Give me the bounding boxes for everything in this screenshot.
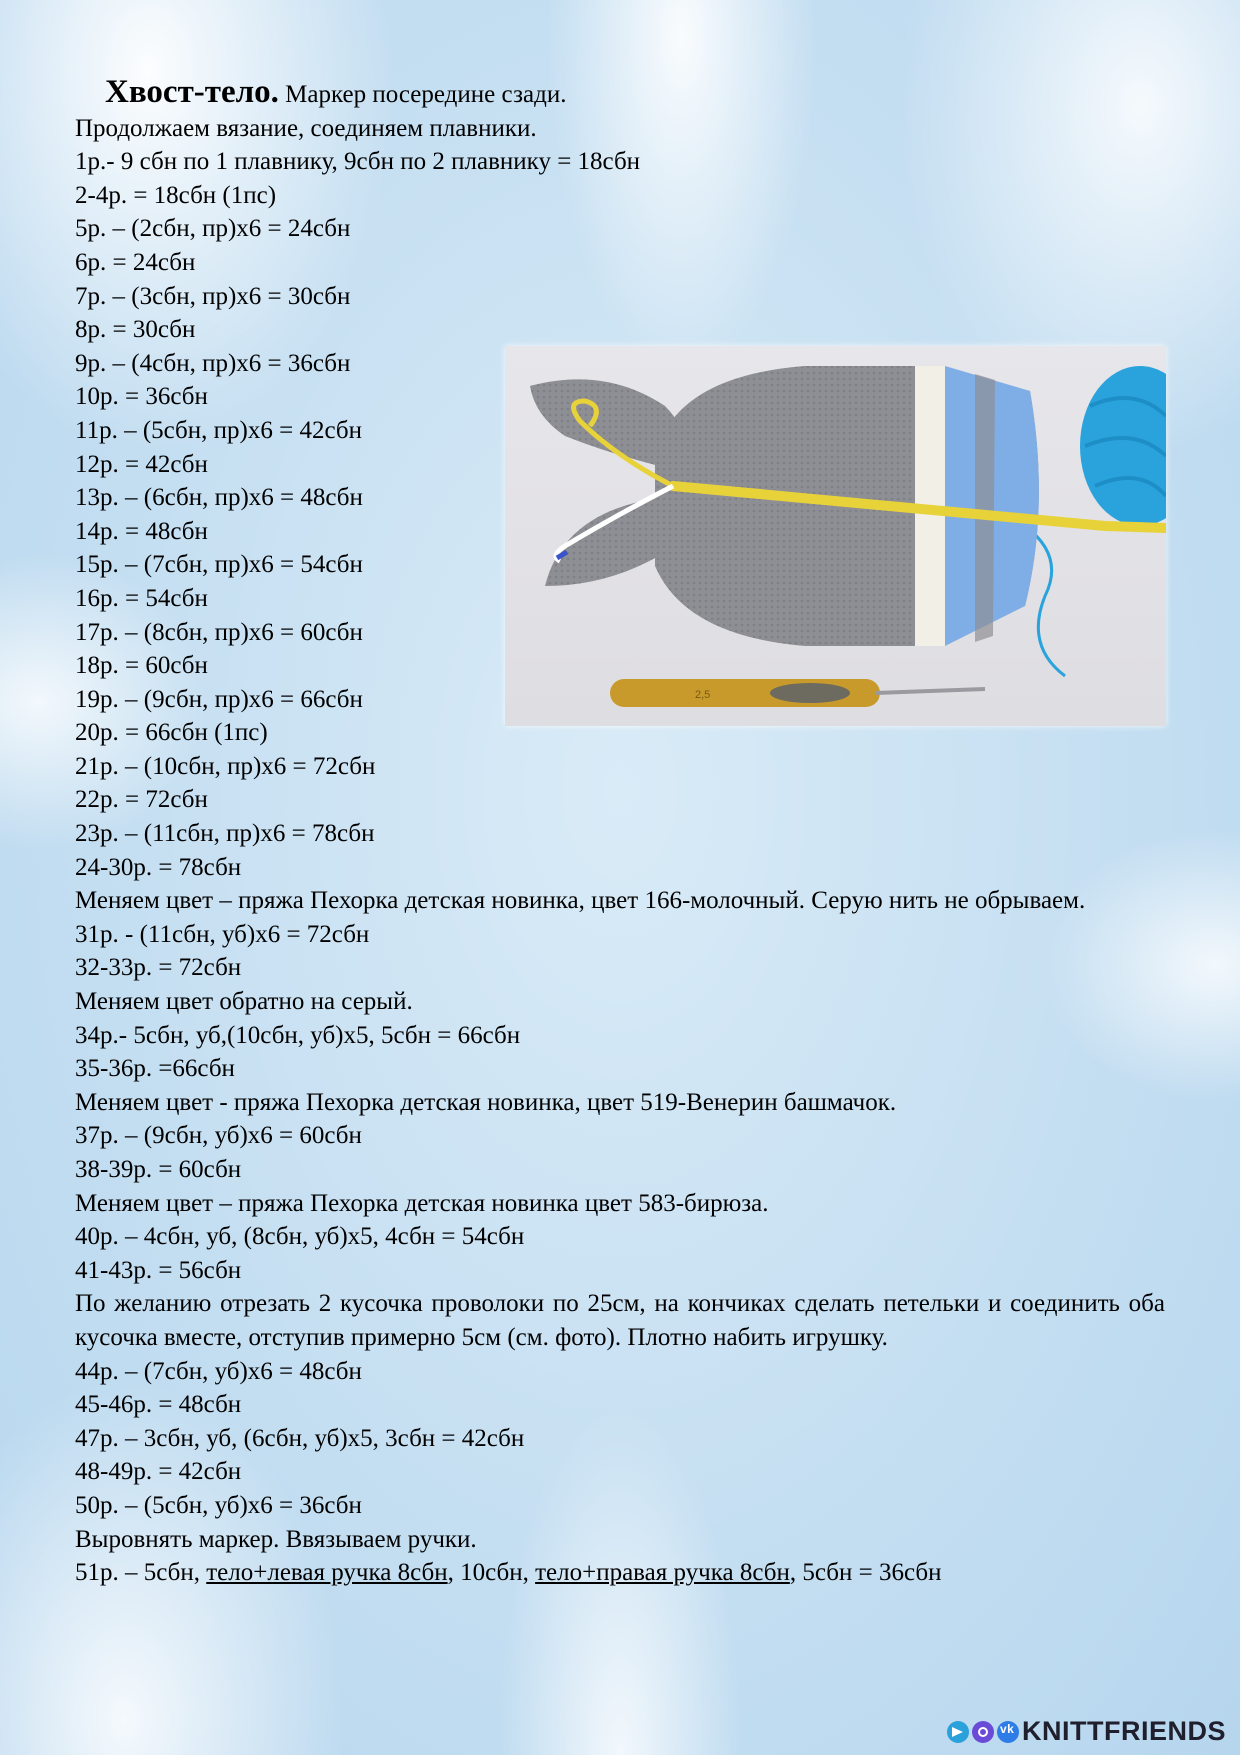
instruction-line: Меняем цвет – пряжа Пехорка детская новинка цвет 583-бирюза. — [75, 1189, 769, 1217]
instruction-line: 32-33р. = 72сбн — [75, 954, 242, 982]
section-title-rest: Маркер посередине сзади. — [278, 81, 567, 108]
telegram-icon — [947, 1721, 969, 1743]
instruction-line: 44р. – (7сбн, уб)х6 = 48сбн — [75, 1357, 362, 1385]
instruction-line: 34р.- 5сбн, уб,(10сбн, уб)х5, 5сбн = 66сбн — [75, 1021, 521, 1049]
instruction-line: 40р. – 4сбн, уб, (8сбн, уб)х5, 4сбн = 54сбн — [75, 1223, 525, 1251]
right-arm-underlined: тело+правая ручка 8сбн — [535, 1559, 790, 1587]
section-title-bold: Хвост-тело. — [105, 74, 279, 110]
brand-footer — [947, 1716, 1226, 1747]
instruction-line: 47р. – 3сбн, уб, (6сбн, уб)х5, 3сбн = 42сбн — [75, 1424, 525, 1452]
instruction-line: 1р.- 9 сбн по 1 плавнику, 9сбн по 2 плавнику = 18сбн — [75, 148, 641, 176]
final-instruction-line — [75, 1556, 1165, 1590]
wire-paragraph: По желанию отрезать 2 кусочка проволоки по 25см, на кончиках сделать петельки и соединить оба кусочка вместе, отступив примерно 5см (см. фото). Плотно набить игрушку. — [75, 1290, 1165, 1351]
final-line-part: , 5сбн = 36сбн — [789, 1559, 942, 1587]
instruction-line: 19р. – (9сбн, пр)х6 = 66сбн — [75, 685, 363, 713]
hook-label: 2,5 — [695, 689, 711, 701]
left-arm-underlined: тело+левая ручка 8сбн — [206, 1559, 448, 1587]
brand-name: KNITTFRIENDS — [1022, 1716, 1226, 1746]
final-line-part: 51р. – 5сбн, — [75, 1559, 207, 1587]
instruction-line: 41-43р. = 56сбн — [75, 1256, 242, 1284]
instruction-line: 38-39р. = 60сбн — [75, 1156, 242, 1183]
instruction-line: 24-30р. = 78сбн — [75, 853, 242, 881]
instruction-line: 6р. = 24сбн — [75, 248, 196, 276]
instruction-line: 8р. = 30сбн — [75, 316, 196, 344]
crochet-tail-illustration — [505, 346, 1166, 726]
instruction-line: 9р. – (4сбн, пр)х6 = 36сбн — [75, 349, 351, 377]
instruction-line: 35-36р. =66сбн — [75, 1055, 235, 1083]
instruction-line: 15р. – (7сбн, пр)х6 = 54сбн — [75, 551, 363, 579]
instruction-line: 16р. = 54сбн — [75, 584, 208, 612]
instruction-line: 18р. = 60сбн — [75, 652, 208, 680]
instruction-line: 13р. – (6сбн, пр)х6 = 48сбн — [75, 484, 363, 512]
vk-icon — [997, 1721, 1019, 1743]
odnoklassniki-icon — [972, 1721, 994, 1743]
color-change-paragraph: Меняем цвет – пряжа Пехорка детская новинка, цвет 166-молочный. Серую нить не обрываем. — [75, 887, 1086, 915]
instruction-line: 14р. = 48сбн — [75, 517, 208, 545]
instruction-line: 17р. – (8сбн, пр)х6 = 60сбн — [75, 618, 363, 646]
instruction-line: 50р. – (5сбн, уб)х6 = 36сбн — [75, 1491, 362, 1519]
instruction-line: 22р. = 72сбн — [75, 786, 208, 814]
crochet-photo — [505, 346, 1166, 726]
instruction-line: 21р. – (10сбн, пр)х6 = 72сбн — [75, 752, 376, 780]
instruction-line: 10р. = 36сбн — [75, 383, 208, 411]
instruction-line: Выровнять маркер. Ввязываем ручки. — [75, 1525, 477, 1553]
instruction-line: 48-49р. = 42сбн — [75, 1458, 242, 1486]
instruction-line: 2-4р. = 18сбн (1пс) — [75, 181, 277, 209]
instruction-line: 12р. = 42сбн — [75, 450, 208, 478]
instruction-line: 11р. – (5сбн, пр)х6 = 42сбн — [75, 416, 362, 444]
instruction-line: 5р. – (2сбн, пр)х6 = 24сбн — [75, 215, 351, 243]
instruction-line: 45-46р. = 48сбн — [75, 1391, 242, 1419]
crochet-hook — [610, 679, 985, 707]
final-line-part: , 10сбн, — [447, 1559, 536, 1587]
page-content — [75, 76, 1165, 1590]
instruction-line: 23р. – (11сбн, пр)х6 = 78сбн — [75, 820, 375, 848]
instruction-line: Меняем цвет - пряжа Пехорка детская новинка, цвет 519-Венерин башмачок. — [75, 1088, 897, 1116]
instruction-line: 31р. - (11сбн, уб)х6 = 72сбн — [75, 920, 370, 948]
instruction-line: Продолжаем вязание, соединяем плавники. — [75, 114, 537, 142]
instruction-line: Меняем цвет обратно на серый. — [75, 988, 413, 1016]
instruction-line: 20р. = 66сбн (1пс) — [75, 719, 268, 747]
section-title — [75, 76, 1165, 112]
instruction-line: 7р. – (3сбн, пр)х6 = 30сбн — [75, 282, 351, 310]
instruction-line: 37р. – (9сбн, уб)х6 = 60сбн — [75, 1122, 362, 1150]
